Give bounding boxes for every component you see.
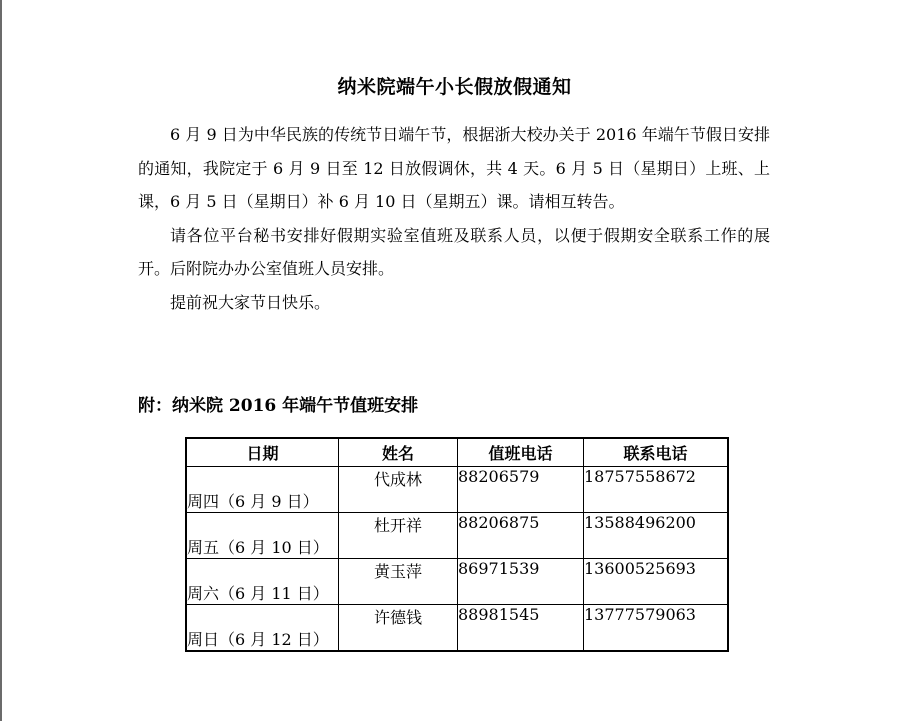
cell-date: 周六（6 月 11 日） [186, 559, 339, 605]
header-duty-phone: 值班电话 [458, 438, 584, 467]
cell-contact-phone: 18757558672 [584, 467, 729, 513]
cell-duty-phone: 88206875 [458, 513, 584, 559]
cell-name: 黄玉萍 [339, 559, 458, 605]
cell-contact-phone: 13588496200 [584, 513, 729, 559]
table-row [186, 559, 728, 605]
cell-name: 代成林 [339, 467, 458, 513]
cell-contact-phone: 13600525693 [584, 559, 729, 605]
paragraph-holiday-arrangement: 6 月 9 日为中华民族的传统节日端午节，根据浙大校办关于 2016 年端午节假日安排的通知，我院定于 6 月 9 日至 12 日放假调休，共 4 天。6 月 5 日（星期日）上班、上课，6 月 5 日（星期日）补 6 月 10 日（星期五）课。请相互转告。 [138, 125, 770, 211]
cell-duty-phone: 88981545 [458, 605, 584, 652]
cell-name: 许德钱 [339, 605, 458, 652]
notice-title: 纳米院端午小长假放假通知 [337, 76, 572, 98]
table-row [186, 513, 728, 559]
header-name: 姓名 [339, 438, 458, 467]
cell-duty-phone: 88206579 [458, 467, 584, 513]
table-header-row [186, 438, 728, 467]
header-contact-phone: 联系电话 [584, 438, 729, 467]
cell-date: 周五（6 月 10 日） [186, 513, 339, 559]
duty-table [185, 437, 729, 652]
cell-date: 周四（6 月 9 日） [186, 467, 339, 513]
cell-name: 杜开祥 [339, 513, 458, 559]
header-date: 日期 [186, 438, 339, 467]
table-row [186, 467, 728, 513]
paragraph-greeting: 提前祝大家节日快乐。 [170, 292, 331, 312]
cell-duty-phone: 86971539 [458, 559, 584, 605]
table-row [186, 605, 728, 652]
cell-date: 周日（6 月 12 日） [186, 605, 339, 652]
paragraph-duty-request: 请各位平台秘书安排好假期实验室值班及联系人员，以便于假期安全联系工作的展开。后附院办办公室值班人员安排。 [138, 225, 770, 278]
appendix-title: 附：纳米院 2016 年端午节值班安排 [138, 396, 419, 416]
cell-contact-phone: 13777579063 [584, 605, 729, 652]
notice-body [138, 118, 770, 319]
